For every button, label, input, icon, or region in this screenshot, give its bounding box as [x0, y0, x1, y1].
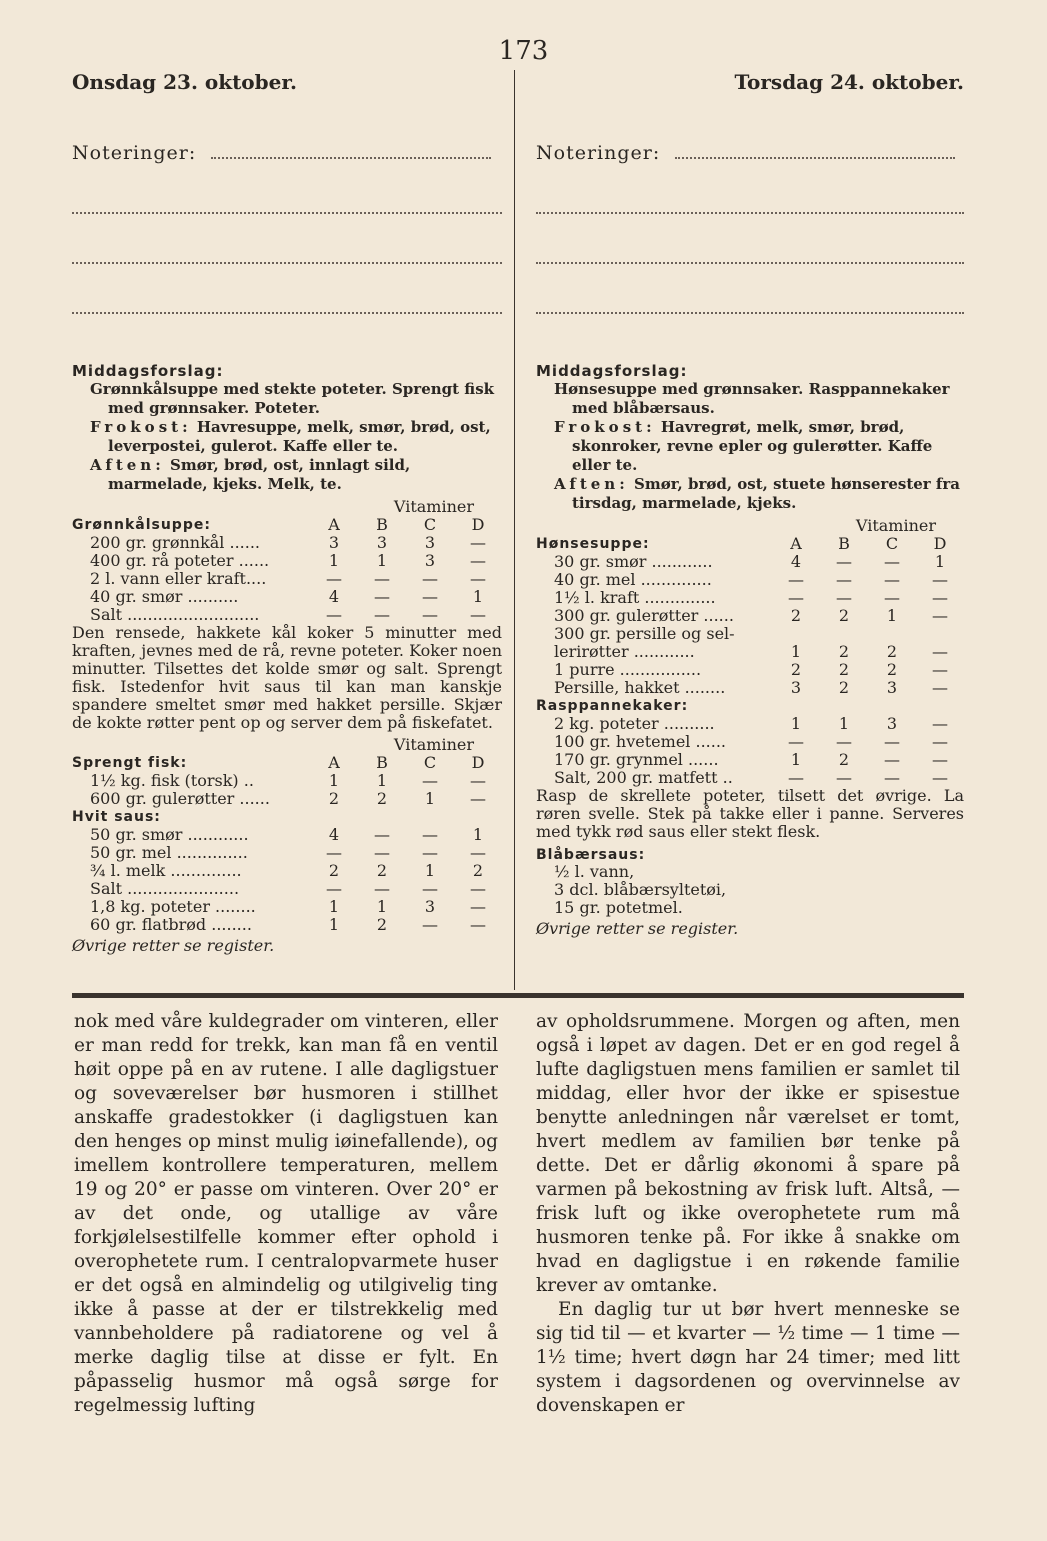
vitamin-value-cell: 2 — [376, 915, 388, 934]
right-notes-line[interactable] — [536, 242, 964, 264]
ingredient-cell: 60 gr. flatbrød ........ — [90, 916, 252, 934]
vitamin-value-cell: — — [788, 570, 804, 589]
left-notes-field[interactable] — [72, 142, 502, 164]
table-title: Grønnkålsuppe: — [72, 517, 211, 533]
table-header-row — [72, 754, 502, 772]
vitamin-value-cell: 3 — [424, 897, 436, 916]
vitamin-value-cell: 1 — [934, 552, 946, 571]
right-evening-text: Smør, brød, ost, stuete hønserester fra tirsdag, marmelade, kjeks. — [572, 475, 960, 512]
table-row — [536, 553, 964, 571]
right-dishes: Hønsesuppe med grønnsaker. Rasppannekaker med blåbærsaus. — [554, 380, 950, 417]
vitamin-value-cell: — — [470, 789, 486, 808]
vitamin-value-cell: 3 — [424, 551, 436, 570]
vitamin-value-cell: 2 — [472, 861, 484, 880]
table-row — [536, 607, 964, 625]
ingredient-cell: 50 gr. mel .............. — [90, 844, 248, 862]
sauce-title: Blåbærsaus: — [536, 847, 646, 863]
page-number: 173 — [498, 36, 549, 66]
column-divider — [514, 70, 515, 990]
vitamin-value-cell: — — [326, 843, 342, 862]
vitamin-value-cell: 1 — [328, 551, 340, 570]
vitamin-value-cell: — — [884, 570, 900, 589]
table-row — [536, 751, 964, 769]
col-b: B — [376, 753, 388, 772]
col-d: D — [471, 753, 485, 772]
vitamin-value-cell: — — [884, 768, 900, 787]
ingredient-cell: lerirøtter ............ — [554, 643, 695, 661]
vitamin-value-cell: — — [470, 551, 486, 570]
sauce-item: 15 gr. potetmel. — [554, 898, 683, 917]
ingredient-cell: 1½ l. kraft .............. — [554, 589, 716, 607]
vitamin-value-cell: — — [836, 768, 852, 787]
col-a: A — [328, 515, 340, 534]
ingredient-cell: 40 gr. mel .............. — [554, 571, 712, 589]
vitamin-value-cell: 2 — [838, 750, 850, 769]
ingredient-cell: 40 gr. smør .......... — [90, 588, 239, 606]
right-evening-label: Aften: — [554, 475, 629, 493]
table-row — [536, 571, 964, 589]
left-dinner-title: Middagsforslag: — [72, 362, 224, 380]
vitamin-value-cell: — — [470, 843, 486, 862]
ingredient-cell: 1½ kg. fisk (torsk) .. — [90, 772, 254, 790]
table-row — [72, 844, 502, 862]
left-footer-register: Øvrige retter se register. — [72, 936, 275, 955]
vitamin-value-cell: — — [932, 768, 948, 787]
vitamin-value-cell: — — [374, 569, 390, 588]
vitamin-value-cell: — — [932, 588, 948, 607]
vitamin-value-cell: — — [932, 660, 948, 679]
vitamin-value-cell: 1 — [328, 897, 340, 916]
ingredient-cell: Salt .......................... — [90, 606, 260, 624]
left-breakfast-label: Frokost: — [90, 418, 192, 436]
vitamin-value-cell: — — [374, 587, 390, 606]
vitamin-value-cell: — — [326, 879, 342, 898]
ingredient-cell: 300 gr. gulerøtter ...... — [554, 607, 734, 625]
right-vitamins-header: Vitaminer — [855, 516, 936, 535]
vitamin-value-cell: — — [470, 605, 486, 624]
vitamin-value-cell: 1 — [376, 771, 388, 790]
left-paragraph: Den rensede, hakkete kål koker 5 minutter med kraften, jevnes med de rå, revne poteter. Koker noen minutter. Tilsettes det kolde smør og salt. Sprengt fisk. Istedenfor hvit saus til kan man kanskje spandere smeltet smør med hakket persille. Skjær de kokte røtter pent op og server dem på fiskefatet. — [72, 623, 502, 732]
vitamin-value-cell: — — [788, 768, 804, 787]
right-dinner-title: Middagsforslag: — [536, 362, 688, 380]
vitamin-value-cell: — — [422, 825, 438, 844]
ingredient-cell: 2 l. vann eller kraft.... — [90, 570, 267, 588]
left-breakfast — [90, 418, 502, 456]
left-table-2 — [72, 754, 502, 934]
table-row — [72, 552, 502, 570]
right-notes-field[interactable] — [536, 142, 964, 164]
vitamin-value-cell: 2 — [838, 606, 850, 625]
col-a: A — [790, 534, 802, 553]
ingredient-cell: Salt ...................... — [90, 880, 240, 898]
vitamin-value-cell: — — [326, 605, 342, 624]
ingredient-cell: 2 kg. poteter .......... — [554, 715, 715, 733]
table-title: Hønsesuppe: — [536, 536, 650, 552]
col-c: C — [423, 753, 437, 772]
ingredient-cell: 300 gr. persille og sel- — [554, 625, 735, 643]
vitamin-value-cell: — — [374, 825, 390, 844]
vitamin-value-cell: 3 — [328, 533, 340, 552]
ingredient-cell: Salt, 200 gr. matfett .. — [554, 769, 733, 787]
left-date: Onsdag 23. oktober. — [72, 70, 298, 94]
table-row — [72, 826, 502, 844]
left-evening — [90, 456, 502, 494]
vitamin-value-cell: — — [932, 570, 948, 589]
vitamin-value-cell: — — [788, 588, 804, 607]
lower-right-text — [536, 1010, 960, 1418]
vitamin-value-cell: 2 — [328, 861, 340, 880]
table-subtitle: Hvit saus: — [72, 809, 161, 825]
table-row — [72, 916, 502, 934]
table-row — [536, 643, 964, 661]
ingredient-cell: 170 gr. grynmel ...... — [554, 751, 719, 769]
vitamin-value-cell: — — [836, 570, 852, 589]
vitamin-value-cell — [868, 625, 916, 643]
vitamin-value-cell: 2 — [886, 642, 898, 661]
table-header-row — [536, 535, 964, 553]
right-day-column — [536, 70, 964, 938]
right-notes-label: Noteringer: — [536, 142, 661, 164]
vitamin-value-cell: — — [422, 771, 438, 790]
vitamin-value-cell: — — [422, 587, 438, 606]
vitamin-value-cell: 3 — [886, 714, 898, 733]
vitamin-value-cell: — — [836, 732, 852, 751]
left-notes-label: Noteringer: — [72, 142, 197, 164]
left-evening-text: Smør, brød, ost, innlagt sild, marmelade, kjeks. Melk, te. — [108, 456, 411, 493]
vitamin-value-cell: — — [326, 569, 342, 588]
vitamin-value-cell: — — [422, 605, 438, 624]
sauce-list — [536, 863, 964, 917]
vitamin-value-cell: 2 — [376, 861, 388, 880]
table-title: Sprengt fisk: — [72, 755, 188, 771]
table-row — [72, 880, 502, 898]
vitamin-value-cell: 2 — [328, 789, 340, 808]
vitamin-value-cell: — — [470, 569, 486, 588]
right-evening — [554, 475, 964, 513]
left-notes-line[interactable] — [72, 242, 502, 264]
vitamin-value-cell: 1 — [376, 551, 388, 570]
vitamin-value-cell: 1 — [424, 861, 436, 880]
vitamin-value-cell: — — [422, 569, 438, 588]
ingredient-cell: 100 gr. hvetemel ...... — [554, 733, 726, 751]
table-row — [72, 534, 502, 552]
table-subheader-row — [536, 697, 964, 715]
vitamin-value-cell: 3 — [886, 678, 898, 697]
vitamin-value-cell: 2 — [838, 660, 850, 679]
vitamin-value-cell: — — [422, 843, 438, 862]
left-evening-label: Aften: — [90, 456, 165, 474]
vitamin-value-cell: — — [422, 879, 438, 898]
col-b: B — [376, 515, 388, 534]
ingredient-cell: 1 purre ................ — [554, 661, 702, 679]
ingredient-cell: 1,8 kg. poteter ........ — [90, 898, 256, 916]
vitamin-value-cell: — — [836, 588, 852, 607]
vitamin-value-cell — [820, 625, 868, 643]
vitamin-value-cell: 1 — [472, 587, 484, 606]
right-date: Torsdag 24. oktober. — [734, 70, 964, 94]
col-d: D — [933, 534, 947, 553]
table-row — [536, 679, 964, 697]
vitamin-value-cell: 2 — [886, 660, 898, 679]
table-subtitle: Rasppannekaker: — [536, 698, 689, 714]
vitamin-value-cell — [772, 625, 820, 643]
vitamin-value-cell: — — [470, 771, 486, 790]
vitamin-value-cell: 3 — [790, 678, 802, 697]
col-a: A — [328, 753, 340, 772]
col-b: B — [838, 534, 850, 553]
vitamin-value-cell: — — [374, 843, 390, 862]
vitamin-value-cell: — — [932, 642, 948, 661]
ingredient-cell: ¾ l. melk .............. — [90, 862, 242, 880]
lower-right-paragraph-2: En daglig tur ut bør hvert menneske se sig tid til — et kvarter — ½ time — 1 time — 1½ time; hvert døgn har 24 timer; med litt system i dagsordenen og overvinnelse av dovenskapen er — [536, 1299, 960, 1416]
right-table — [536, 535, 964, 787]
vitamin-value-cell: — — [470, 897, 486, 916]
vitamin-value-cell: 2 — [838, 678, 850, 697]
sauce-item: ½ l. vann, — [554, 862, 635, 881]
vitamin-value-cell — [916, 625, 964, 643]
right-paragraph: Rasp de skrellete poteter, tilsett det øvrige. La røren svelle. Stek på takke eller i panne. Serveres med tykk rød saus eller stekt flesk. — [536, 786, 964, 841]
vitamin-value-cell: 2 — [790, 606, 802, 625]
left-dishes: Grønnkålsuppe med stekte poteter. Sprengt fisk med grønnsaker. Poteter. — [90, 380, 495, 417]
sauce-item: 3 dcl. blåbærsyltetøi, — [554, 880, 727, 899]
col-c: C — [885, 534, 899, 553]
lower-left-paragraph: nok med våre kuldegrader om vinteren, eller er man redd for trekk, kan man få en ventil høit oppe på en av rutene. I alle dagligstuer og soveværelser bør husmoren i stillhet anskaffe gradestokker (i dagligstuen kan den henges op minst mulig iøinefallende), og imellem kontrollere temperaturen, mellem 19 og 20° er passe om vinteren. Over 20° er av det onde, og utallige av våre forkjølelsestilfelle kommer efter ophold i overophetete rum. I centralopvarmete huser er det også en almindelig og utilgivelig ting ikke å passe at der er tilstrekkelig med vannbeholdere på radiatorene og vel å merke daglig tilse at disse er fylt. En påpasselig husmor må også sørge for regelmessig lufting — [74, 1011, 498, 1416]
vitamin-value-cell: 2 — [376, 789, 388, 808]
vitamin-value-cell: — — [932, 750, 948, 769]
table-subheader-row — [72, 808, 502, 826]
vitamin-value-cell: 1 — [424, 789, 436, 808]
vitamin-value-cell: 1 — [376, 897, 388, 916]
vitamin-value-cell: — — [422, 915, 438, 934]
vitamin-value-cell: 1 — [790, 642, 802, 661]
table-row — [72, 606, 502, 624]
right-notes-line[interactable] — [536, 192, 964, 214]
left-vitamins-header-2: Vitaminer — [393, 735, 474, 754]
left-table-1 — [72, 516, 502, 624]
table-row — [536, 661, 964, 679]
vitamin-value-cell: — — [884, 750, 900, 769]
vitamin-value-cell: — — [932, 732, 948, 751]
vitamin-value-cell: — — [932, 714, 948, 733]
left-day-column — [72, 70, 502, 955]
vitamin-value-cell: 1 — [790, 714, 802, 733]
vitamin-value-cell: 2 — [838, 642, 850, 661]
vitamin-value-cell: 4 — [790, 552, 802, 571]
section-rule — [72, 993, 964, 998]
table-row — [536, 733, 964, 751]
vitamin-value-cell: — — [470, 879, 486, 898]
table-row — [72, 790, 502, 808]
lower-right-paragraph-1: av opholdsrummene. Morgen og aften, men også i løpet av dagen. Det er en god regel å lufte dagligstuen mens familien er samlet til middag, eller hvor der ikke er spisestue benytte anledningen når værelset er tomt, hvert medlem av familien bør tenke på dette. Det er dårlig økonomi å spare på varmen på bekostning av frisk luft. Altså, — frisk luft og ikke overophetete rum må husmoren tenke på. For ikke å snakke om hvad en dagligstue i en røkende familie krever av omtanke. — [536, 1011, 960, 1296]
table-row — [536, 769, 964, 787]
col-d: D — [471, 515, 485, 534]
vitamin-value-cell: — — [836, 552, 852, 571]
left-notes-line[interactable] — [72, 292, 502, 314]
vitamin-value-cell: — — [932, 678, 948, 697]
vitamin-value-cell: 1 — [790, 750, 802, 769]
right-breakfast-text: Havregrøt, melk, smør, brød, skonroker, revne epler og gulerøtter. Kaffe eller te. — [572, 418, 933, 474]
lower-left-text — [74, 1010, 498, 1418]
ingredient-cell: 200 gr. grønnkål ...... — [90, 534, 261, 552]
vitamin-value-cell: — — [884, 732, 900, 751]
ingredient-cell: 50 gr. smør ............ — [90, 826, 249, 844]
vitamin-value-cell: 1 — [328, 915, 340, 934]
table-row — [72, 588, 502, 606]
vitamin-value-cell: — — [788, 732, 804, 751]
left-breakfast-text: Havresuppe, melk, smør, brød, ost, leverpostei, gulerot. Kaffe eller te. — [108, 418, 491, 455]
table-row — [72, 570, 502, 588]
right-breakfast — [554, 418, 964, 475]
vitamin-value-cell: 2 — [790, 660, 802, 679]
table-row — [536, 589, 964, 607]
right-notes-line[interactable] — [536, 292, 964, 314]
ingredient-cell: 400 gr. rå poteter ...... — [90, 552, 270, 570]
vitamin-value-cell: — — [470, 915, 486, 934]
table-row — [72, 898, 502, 916]
vitamin-value-cell: 3 — [376, 533, 388, 552]
table-row — [536, 715, 964, 733]
left-notes-line[interactable] — [72, 192, 502, 214]
vitamin-value-cell: — — [374, 605, 390, 624]
vitamin-value-cell: — — [932, 606, 948, 625]
vitamin-value-cell: 4 — [328, 825, 340, 844]
table-row — [536, 625, 964, 643]
vitamin-value-cell: 1 — [328, 771, 340, 790]
vitamin-value-cell: 1 — [886, 606, 898, 625]
vitamin-value-cell: — — [374, 879, 390, 898]
col-c: C — [423, 515, 437, 534]
vitamin-value-cell: 1 — [472, 825, 484, 844]
table-row — [72, 862, 502, 880]
table-header-row — [72, 516, 502, 534]
table-row — [72, 772, 502, 790]
vitamin-value-cell: 4 — [328, 587, 340, 606]
vitamin-value-cell: — — [470, 533, 486, 552]
vitamin-value-cell: 3 — [424, 533, 436, 552]
right-breakfast-label: Frokost: — [554, 418, 656, 436]
ingredient-cell: 30 gr. smør ............ — [554, 553, 713, 571]
left-vitamins-header-1: Vitaminer — [393, 497, 474, 516]
right-footer-register: Øvrige retter se register. — [536, 919, 739, 938]
ingredient-cell: Persille, hakket ........ — [554, 679, 726, 697]
vitamin-value-cell: 1 — [838, 714, 850, 733]
vitamin-value-cell: — — [884, 588, 900, 607]
vitamin-value-cell: — — [884, 552, 900, 571]
ingredient-cell: 600 gr. gulerøtter ...... — [90, 790, 270, 808]
